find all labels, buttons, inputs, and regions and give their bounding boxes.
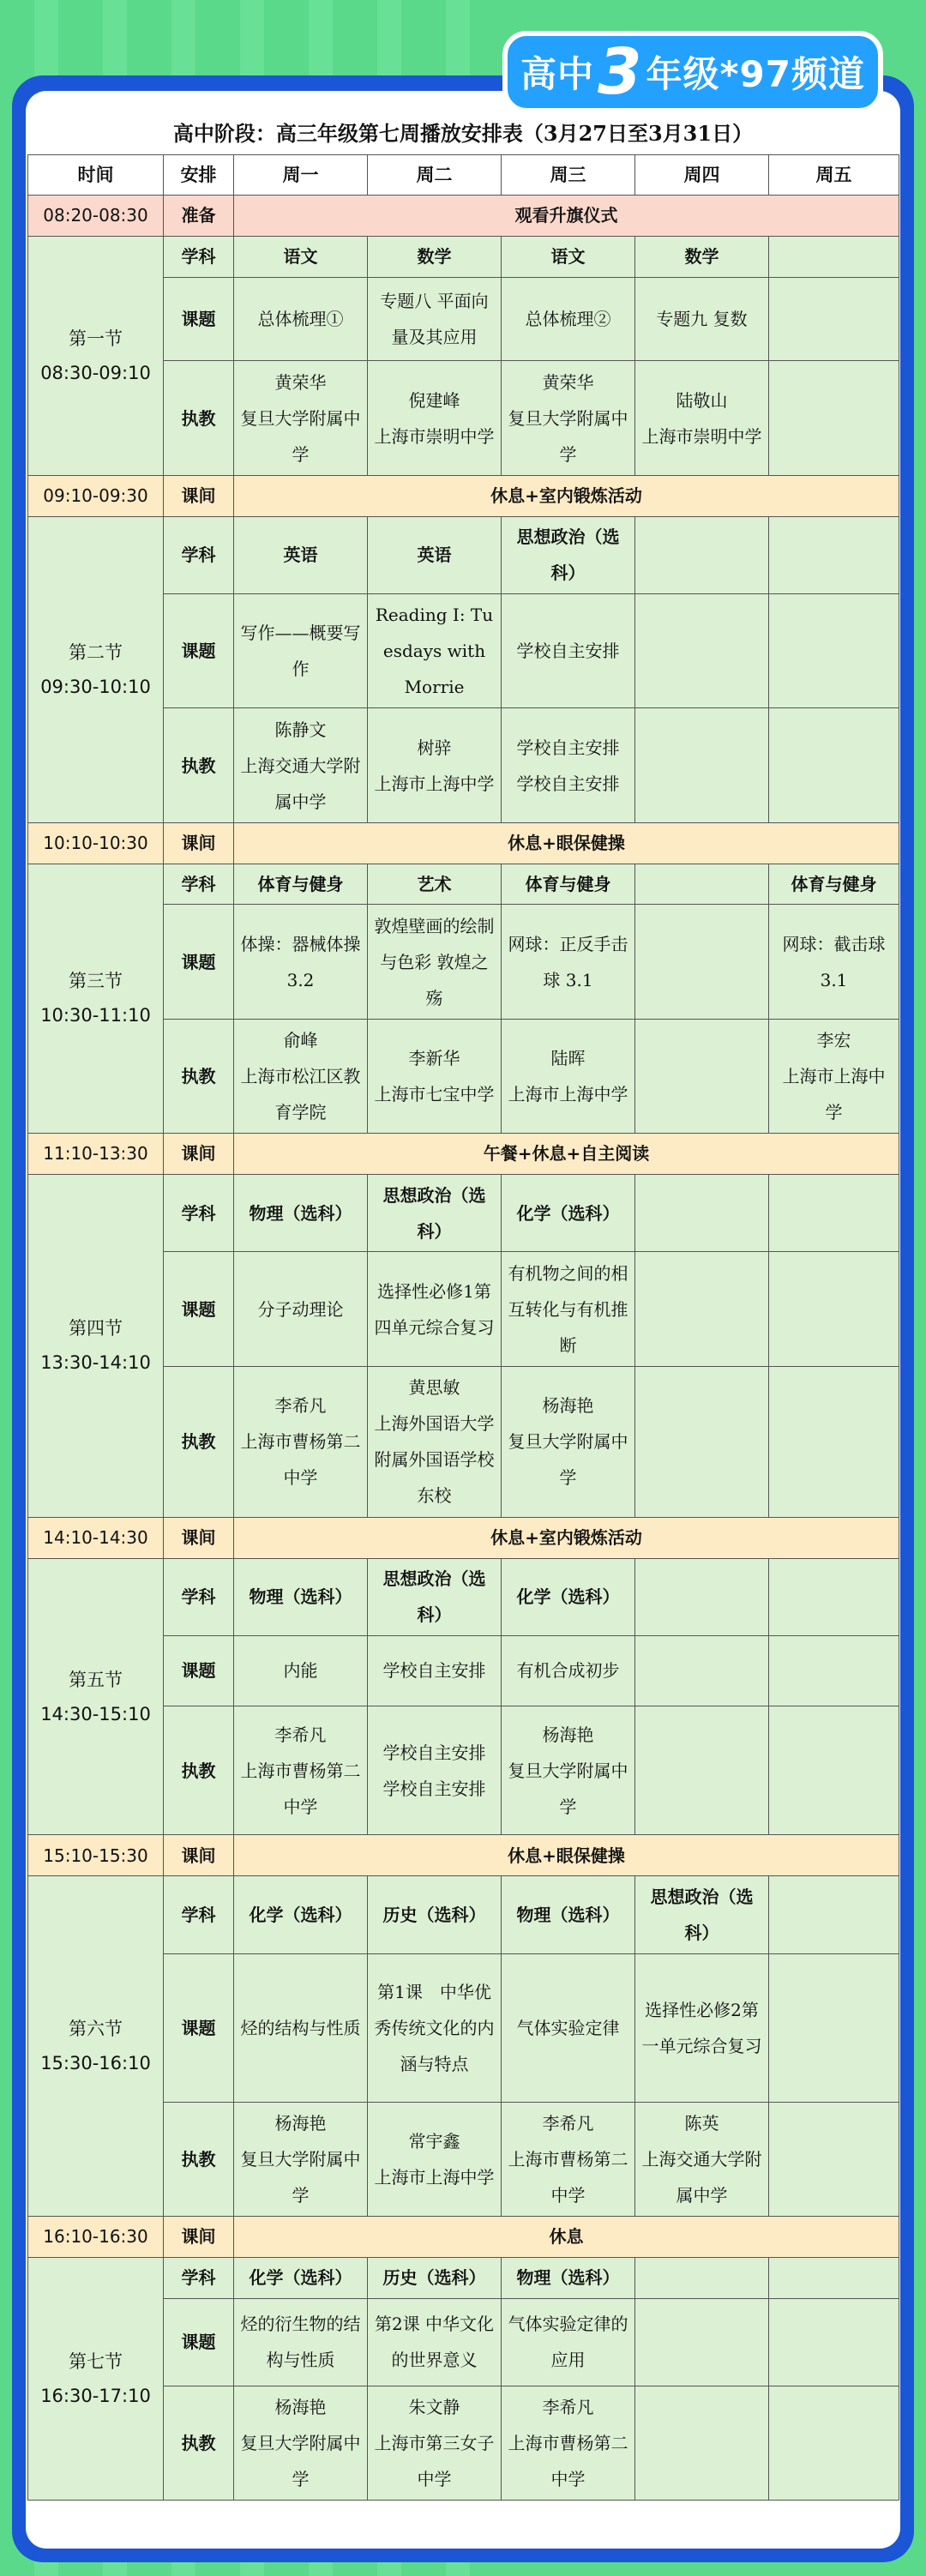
session-7-teacher-day-1: 杨海艳 复旦大学附属中学 <box>234 2386 368 2501</box>
session-7-subject-day-5 <box>769 2257 899 2298</box>
session-6-topic-day-1: 烃的结构与性质 <box>234 1953 368 2102</box>
session-7-teacher-day-4 <box>635 2386 769 2501</box>
session-7-subject-row <box>28 2257 899 2298</box>
session-7-topic-day-4 <box>635 2298 769 2386</box>
break-6-content: 休息 <box>234 2217 899 2258</box>
session-7-teacher-day-5 <box>769 2386 899 2501</box>
break-1-label: 课间 <box>164 475 234 516</box>
session-3-topic-day-1: 体操：器械体操 3.2 <box>234 905 368 1019</box>
session-2-subject-label: 学科 <box>164 516 234 594</box>
session-2-name: 第二节 <box>69 641 123 663</box>
session-2-subject-day-1: 英语 <box>234 516 368 594</box>
session-2-topic-day-2: Reading I: Tuesdays with Morrie <box>368 594 502 708</box>
break-4-content: 休息+室内锻炼活动 <box>234 1517 899 1558</box>
session-3-subject-day-1: 体育与健身 <box>234 864 368 905</box>
session-5-teacher-label: 执教 <box>164 1706 234 1835</box>
break-2-label: 课间 <box>164 822 234 864</box>
session-7-topic-day-1: 烃的衍生物的结构与性质 <box>234 2298 368 2386</box>
session-7-teacher-label: 执教 <box>164 2386 234 2501</box>
session-1-topic-day-2: 专题八 平面向量及其应用 <box>368 277 502 361</box>
session-3-subject-day-3: 体育与健身 <box>502 864 635 905</box>
session-1-teacher-day-3: 黄荣华 复旦大学附属中学 <box>502 361 635 475</box>
session-2-subject-day-4 <box>635 516 769 594</box>
session-6-subject-label: 学科 <box>164 1876 234 1954</box>
session-1-subject-day-3: 语文 <box>502 236 635 277</box>
header-tuesday: 周二 <box>368 155 502 196</box>
session-5-subject-day-4 <box>635 1558 769 1636</box>
session-4-teacher-day-4 <box>635 1366 769 1517</box>
session-7-teacher-day-2: 朱文静 上海市第三女子中学 <box>368 2386 502 2501</box>
header-thursday: 周四 <box>635 155 769 196</box>
session-4-subject-day-5 <box>769 1174 899 1252</box>
session-3-topic-day-2: 敦煌壁画的绘制与色彩 敦煌之殇 <box>368 905 502 1019</box>
session-1-topic-day-5 <box>769 277 899 361</box>
session-1-label <box>28 236 164 475</box>
header-friday: 周五 <box>769 155 899 196</box>
session-1-subject-row <box>28 236 899 277</box>
session-3-subject-day-5: 体育与健身 <box>769 864 899 905</box>
flag-ceremony-label: 准备 <box>164 196 234 237</box>
session-6-teacher-label: 执教 <box>164 2102 234 2216</box>
session-1-subject-day-4: 数学 <box>635 236 769 277</box>
break-row-5 <box>28 1835 899 1876</box>
session-4-subject-day-2: 思想政治（选科） <box>368 1174 502 1252</box>
session-3-teacher-day-4 <box>635 1019 769 1133</box>
break-2-content: 休息+眼保健操 <box>234 822 899 864</box>
flag-ceremony-time: 08:20-08:30 <box>28 196 164 237</box>
session-6-topic-day-2: 第1课 中华优秀传统文化的内涵与特点 <box>368 1953 502 2102</box>
session-7-label <box>28 2257 164 2500</box>
session-3-subject-day-2: 艺术 <box>368 864 502 905</box>
session-7-subject-day-1: 化学（选科） <box>234 2257 368 2298</box>
session-2-teacher-label: 执教 <box>164 708 234 822</box>
session-4-topic-day-3: 有机物之间的相互转化与有机推断 <box>502 1252 635 1366</box>
break-row-2 <box>28 822 899 864</box>
session-7-subject-day-3: 物理（选科） <box>502 2257 635 2298</box>
session-1-teacher-day-1: 黄荣华 复旦大学附属中学 <box>234 361 368 475</box>
session-3-topic-day-5: 网球：截击球 3.1 <box>769 905 899 1019</box>
session-5-topic-day-2: 学校自主安排 <box>368 1636 502 1706</box>
session-6-teacher-day-4: 陈英 上海交通大学附属中学 <box>635 2102 769 2216</box>
session-3-teacher-day-2: 李新华 上海市七宝中学 <box>368 1019 502 1133</box>
session-2-label <box>28 516 164 822</box>
session-5-subject-day-5 <box>769 1558 899 1636</box>
session-3-teacher-label: 执教 <box>164 1019 234 1133</box>
session-6-subject-row <box>28 1876 899 1954</box>
session-5-topic-day-1: 内能 <box>234 1636 368 1706</box>
session-5-subject-day-3: 化学（选科） <box>502 1558 635 1636</box>
session-7-topic-day-3: 气体实验定律的应用 <box>502 2298 635 2386</box>
session-6-subject-day-3: 物理（选科） <box>502 1876 635 1954</box>
flag-ceremony-content: 观看升旗仪式 <box>234 196 899 237</box>
session-5-label <box>28 1558 164 1835</box>
break-2-time: 10:10-10:30 <box>28 822 164 864</box>
session-2-topic-day-5 <box>769 594 899 708</box>
session-1-teacher-day-4: 陆敬山 上海市崇明中学 <box>635 361 769 475</box>
session-4-teacher-day-1: 李希凡 上海市曹杨第二中学 <box>234 1366 368 1517</box>
session-2-teacher-day-1: 陈静文 上海交通大学附属中学 <box>234 708 368 822</box>
session-4-teacher-day-3: 杨海艳 复旦大学附属中学 <box>502 1366 635 1517</box>
session-3-topic-label: 课题 <box>164 905 234 1019</box>
session-6-subject-day-4: 思想政治（选科） <box>635 1876 769 1954</box>
session-3-topic-day-3: 网球：正反手击球 3.1 <box>502 905 635 1019</box>
session-4-teacher-day-5 <box>769 1366 899 1517</box>
session-1-topic-day-4: 专题九 复数 <box>635 277 769 361</box>
session-5-subject-label: 学科 <box>164 1558 234 1636</box>
header-arrangement: 安排 <box>164 155 234 196</box>
session-7-time: 16:30-17:10 <box>40 2385 151 2406</box>
session-5-topic-day-3: 有机合成初步 <box>502 1636 635 1706</box>
session-4-teacher-label: 执教 <box>164 1366 234 1517</box>
session-7-topic-day-5 <box>769 2298 899 2386</box>
break-5-time: 15:10-15:30 <box>28 1835 164 1876</box>
session-2-topic-day-4 <box>635 594 769 708</box>
session-4-name: 第四节 <box>69 1318 123 1339</box>
session-1-topic-label: 课题 <box>164 277 234 361</box>
header-monday: 周一 <box>234 155 368 196</box>
session-7-topic-label: 课题 <box>164 2298 234 2386</box>
session-7-subject-day-4 <box>635 2257 769 2298</box>
session-6-teacher-day-2: 常宇鑫 上海市上海中学 <box>368 2102 502 2216</box>
session-5-teacher-day-4 <box>635 1706 769 1835</box>
session-2-teacher-day-3: 学校自主安排 学校自主安排 <box>502 708 635 822</box>
break-3-content: 午餐+休息+自主阅读 <box>234 1134 899 1175</box>
session-3-topic-day-4 <box>635 905 769 1019</box>
flag-ceremony-row <box>28 196 899 237</box>
session-1-subject-label: 学科 <box>164 236 234 277</box>
session-3-subject-day-4 <box>635 864 769 905</box>
session-4-topic-label: 课题 <box>164 1252 234 1366</box>
session-7-name: 第七节 <box>69 2350 123 2372</box>
session-2-topic-day-3: 学校自主安排 <box>502 594 635 708</box>
session-2-subject-day-3: 思想政治（选科） <box>502 516 635 594</box>
session-4-time: 13:30-14:10 <box>40 1352 151 1374</box>
session-2-topic-label: 课题 <box>164 594 234 708</box>
break-row-6 <box>28 2217 899 2258</box>
session-1-subject-day-5 <box>769 236 899 277</box>
session-5-teacher-day-2: 学校自主安排 学校自主安排 <box>368 1706 502 1835</box>
session-1-topic-day-3: 总体梳理② <box>502 277 635 361</box>
session-4-subject-day-4 <box>635 1174 769 1252</box>
session-5-topic-day-5 <box>769 1636 899 1706</box>
break-1-time: 09:10-09:30 <box>28 475 164 516</box>
break-row-4 <box>28 1517 899 1558</box>
page-title: 高中阶段：高三年级第七周播放安排表（3月27日至3月31日） <box>172 121 754 146</box>
schedule-table <box>27 154 899 2501</box>
session-4-subject-day-3: 化学（选科） <box>502 1174 635 1252</box>
session-1-subject-day-2: 数学 <box>368 236 502 277</box>
session-5-name: 第五节 <box>69 1669 123 1690</box>
session-6-topic-day-3: 气体实验定律 <box>502 1953 635 2102</box>
break-4-label: 课间 <box>164 1517 234 1558</box>
session-1-name: 第一节 <box>69 328 123 349</box>
session-1-topic-day-1: 总体梳理① <box>234 277 368 361</box>
break-3-time: 11:10-13:30 <box>28 1134 164 1175</box>
session-2-subject-row <box>28 516 899 594</box>
break-1-content: 休息+室内锻炼活动 <box>234 475 899 516</box>
session-3-subject-row <box>28 864 899 905</box>
session-7-subject-day-2: 历史（选科） <box>368 2257 502 2298</box>
session-5-topic-label: 课题 <box>164 1636 234 1706</box>
session-6-topic-day-5 <box>769 1953 899 2102</box>
break-4-time: 14:10-14:30 <box>28 1517 164 1558</box>
break-row-3 <box>28 1134 899 1175</box>
session-2-teacher-day-4 <box>635 708 769 822</box>
break-5-content: 休息+眼保健操 <box>234 1835 899 1876</box>
session-1-teacher-day-5 <box>769 361 899 475</box>
session-6-teacher-day-1: 杨海艳 复旦大学附属中学 <box>234 2102 368 2216</box>
session-4-subject-label: 学科 <box>164 1174 234 1252</box>
session-6-teacher-day-3: 李希凡 上海市曹杨第二中学 <box>502 2102 635 2216</box>
header-wednesday: 周三 <box>502 155 635 196</box>
session-1-teacher-label: 执教 <box>164 361 234 475</box>
session-3-teacher-day-1: 俞峰 上海市松江区教育学院 <box>234 1019 368 1133</box>
session-4-label <box>28 1174 164 1517</box>
break-6-label: 课间 <box>164 2217 234 2258</box>
session-4-subject-day-1: 物理（选科） <box>234 1174 368 1252</box>
session-2-teacher-day-5 <box>769 708 899 822</box>
session-6-time: 15:30-16:10 <box>40 2053 151 2074</box>
session-4-topic-day-4 <box>635 1252 769 1366</box>
session-5-teacher-day-3: 杨海艳 复旦大学附属中学 <box>502 1706 635 1835</box>
channel-grade-number: 3 <box>598 35 643 109</box>
break-5-label: 课间 <box>164 1835 234 1876</box>
break-3-label: 课间 <box>164 1134 234 1175</box>
session-7-subject-label: 学科 <box>164 2257 234 2298</box>
session-3-name: 第三节 <box>69 971 123 992</box>
session-1-teacher-day-2: 倪建峰 上海市崇明中学 <box>368 361 502 475</box>
session-2-time: 09:30-10:10 <box>40 676 151 697</box>
session-6-topic-label: 课题 <box>164 1953 234 2102</box>
session-3-time: 10:30-11:10 <box>40 1005 151 1026</box>
session-1-subject-day-1: 语文 <box>234 236 368 277</box>
session-2-topic-day-1: 写作——概要写作 <box>234 594 368 708</box>
session-5-subject-row <box>28 1558 899 1636</box>
session-4-teacher-day-2: 黄思敏 上海外国语大学附属外国语学校东校 <box>368 1366 502 1517</box>
session-6-subject-day-1: 化学（选科） <box>234 1876 368 1954</box>
session-5-time: 14:30-15:10 <box>40 1703 151 1724</box>
session-6-teacher-day-5 <box>769 2102 899 2216</box>
session-6-subject-day-5 <box>769 1876 899 1954</box>
session-5-topic-day-4 <box>635 1636 769 1706</box>
session-3-label <box>28 864 164 1133</box>
session-5-subject-day-1: 物理（选科） <box>234 1558 368 1636</box>
session-4-topic-day-1: 分子动理论 <box>234 1252 368 1366</box>
channel-suffix: 年级*97频道 <box>646 53 865 95</box>
session-3-teacher-day-5: 李宏 上海市上海中学 <box>769 1019 899 1133</box>
session-4-topic-day-2: 选择性必修1第四单元综合复习 <box>368 1252 502 1366</box>
break-row-1 <box>28 475 899 516</box>
session-3-teacher-day-3: 陆晖 上海市上海中学 <box>502 1019 635 1133</box>
header-row <box>28 155 899 196</box>
session-2-subject-day-2: 英语 <box>368 516 502 594</box>
session-2-subject-day-5 <box>769 516 899 594</box>
session-6-label <box>28 1876 164 2217</box>
session-7-topic-day-2: 第2课 中华文化的世界意义 <box>368 2298 502 2386</box>
session-6-subject-day-2: 历史（选科） <box>368 1876 502 1954</box>
session-6-topic-day-4: 选择性必修2第一单元综合复习 <box>635 1953 769 2102</box>
session-4-topic-day-5 <box>769 1252 899 1366</box>
session-1-time: 08:30-09:10 <box>40 362 151 383</box>
header-time: 时间 <box>28 155 164 196</box>
session-4-subject-row <box>28 1174 899 1252</box>
session-6-name: 第六节 <box>69 2019 123 2040</box>
session-2-teacher-day-2: 树骍 上海市上海中学 <box>368 708 502 822</box>
session-7-teacher-day-3: 李希凡 上海市曹杨第二中学 <box>502 2386 635 2501</box>
break-6-time: 16:10-16:30 <box>28 2217 164 2258</box>
channel-prefix: 高中 <box>520 53 595 95</box>
session-5-teacher-day-5 <box>769 1706 899 1835</box>
session-5-teacher-day-1: 李希凡 上海市曹杨第二中学 <box>234 1706 368 1835</box>
session-3-subject-label: 学科 <box>164 864 234 905</box>
session-5-subject-day-2: 思想政治（选科） <box>368 1558 502 1636</box>
channel-badge <box>502 31 883 113</box>
